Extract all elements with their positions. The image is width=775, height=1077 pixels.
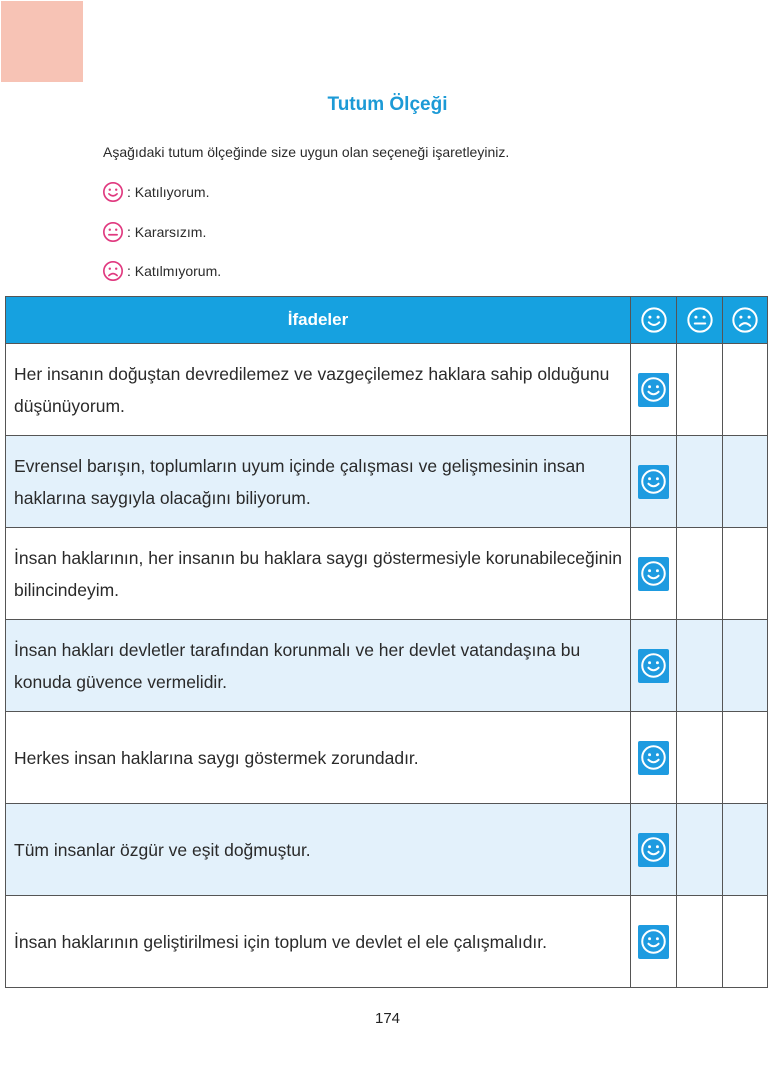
table-row [6, 896, 768, 988]
choice-cell-undecided[interactable] [677, 344, 723, 436]
neutral-face-icon [102, 221, 124, 243]
selected-mark [638, 925, 669, 959]
choice-cell-disagree[interactable] [723, 804, 768, 896]
choice-cell-undecided[interactable] [677, 620, 723, 712]
frown-icon [102, 260, 124, 282]
table-row [6, 620, 768, 712]
selected-mark [638, 741, 669, 775]
choice-cell-undecided[interactable] [677, 896, 723, 988]
choice-cell-agree[interactable] [631, 896, 677, 988]
statement-text: Herkes insan haklarına saygı göstermek zorundadır. [6, 712, 631, 804]
legend-label: : Kararsızım. [127, 224, 207, 240]
choice-cell-agree[interactable] [631, 436, 677, 528]
legend-label: : Katılıyorum. [127, 184, 210, 200]
page-number: 174 [374, 1010, 401, 1027]
smile-icon [640, 928, 667, 955]
statement-text: İnsan haklarının, her insanın bu haklara saygı göstermesiyle korunabileceğinin bilincindeyim. [6, 528, 631, 620]
page-title: Tutum Ölçeği [327, 94, 448, 115]
attitude-scale-table [5, 296, 768, 988]
choice-cell-undecided[interactable] [677, 804, 723, 896]
table-row [6, 436, 768, 528]
header-undecided [677, 297, 723, 344]
smile-icon [640, 652, 667, 679]
header-disagree [723, 297, 768, 344]
corner-tab [1, 1, 83, 82]
selected-mark [638, 373, 669, 407]
legend-agree [102, 181, 209, 203]
smile-icon [640, 560, 667, 587]
legend-label: : Katılmıyorum. [127, 263, 222, 279]
smile-icon [640, 744, 667, 771]
table-row [6, 804, 768, 896]
choice-cell-disagree[interactable] [723, 896, 768, 988]
statement-text: Tüm insanlar özgür ve eşit doğmuştur. [6, 804, 631, 896]
legend-disagree [102, 260, 221, 282]
statements-body [6, 344, 768, 988]
choice-cell-agree[interactable] [631, 804, 677, 896]
choice-cell-undecided[interactable] [677, 436, 723, 528]
table-row [6, 344, 768, 436]
choice-cell-agree[interactable] [631, 620, 677, 712]
smile-icon [640, 836, 667, 863]
header-statements: İfadeler [6, 297, 631, 344]
choice-cell-agree[interactable] [631, 528, 677, 620]
choice-cell-undecided[interactable] [677, 712, 723, 804]
selected-mark [638, 465, 669, 499]
choice-cell-disagree[interactable] [723, 712, 768, 804]
selected-mark [638, 649, 669, 683]
statement-text: Evrensel barışın, toplumların uyum içinde çalışması ve gelişmesinin insan haklarına saygıyla olacağını biliyorum. [6, 436, 631, 528]
table-row [6, 712, 768, 804]
smile-icon [640, 468, 667, 495]
selected-mark [638, 833, 669, 867]
instruction-text: Aşağıdaki tutum ölçeğinde size uygun olan seçeneği işaretleyiniz. [103, 144, 510, 160]
choice-cell-disagree[interactable] [723, 344, 768, 436]
neutral-face-icon [686, 306, 714, 334]
statement-text: Her insanın doğuştan devredilemez ve vazgeçilemez haklara sahip olduğunu düşünüyorum. [6, 344, 631, 436]
choice-cell-agree[interactable] [631, 344, 677, 436]
choice-cell-disagree[interactable] [723, 528, 768, 620]
smile-icon [640, 306, 668, 334]
statement-text: İnsan haklarının geliştirilmesi için toplum ve devlet el ele çalışmalıdır. [6, 896, 631, 988]
choice-cell-disagree[interactable] [723, 620, 768, 712]
choice-cell-undecided[interactable] [677, 528, 723, 620]
legend-undecided [102, 221, 206, 243]
header-agree [631, 297, 677, 344]
table-row [6, 528, 768, 620]
statement-text: İnsan hakları devletler tarafından korunmalı ve her devlet vatandaşına bu konuda güvence vermelidir. [6, 620, 631, 712]
selected-mark [638, 557, 669, 591]
choice-cell-disagree[interactable] [723, 436, 768, 528]
frown-icon [731, 306, 759, 334]
smile-icon [102, 181, 124, 203]
table-header-row [6, 297, 768, 344]
smile-icon [640, 376, 667, 403]
choice-cell-agree[interactable] [631, 712, 677, 804]
